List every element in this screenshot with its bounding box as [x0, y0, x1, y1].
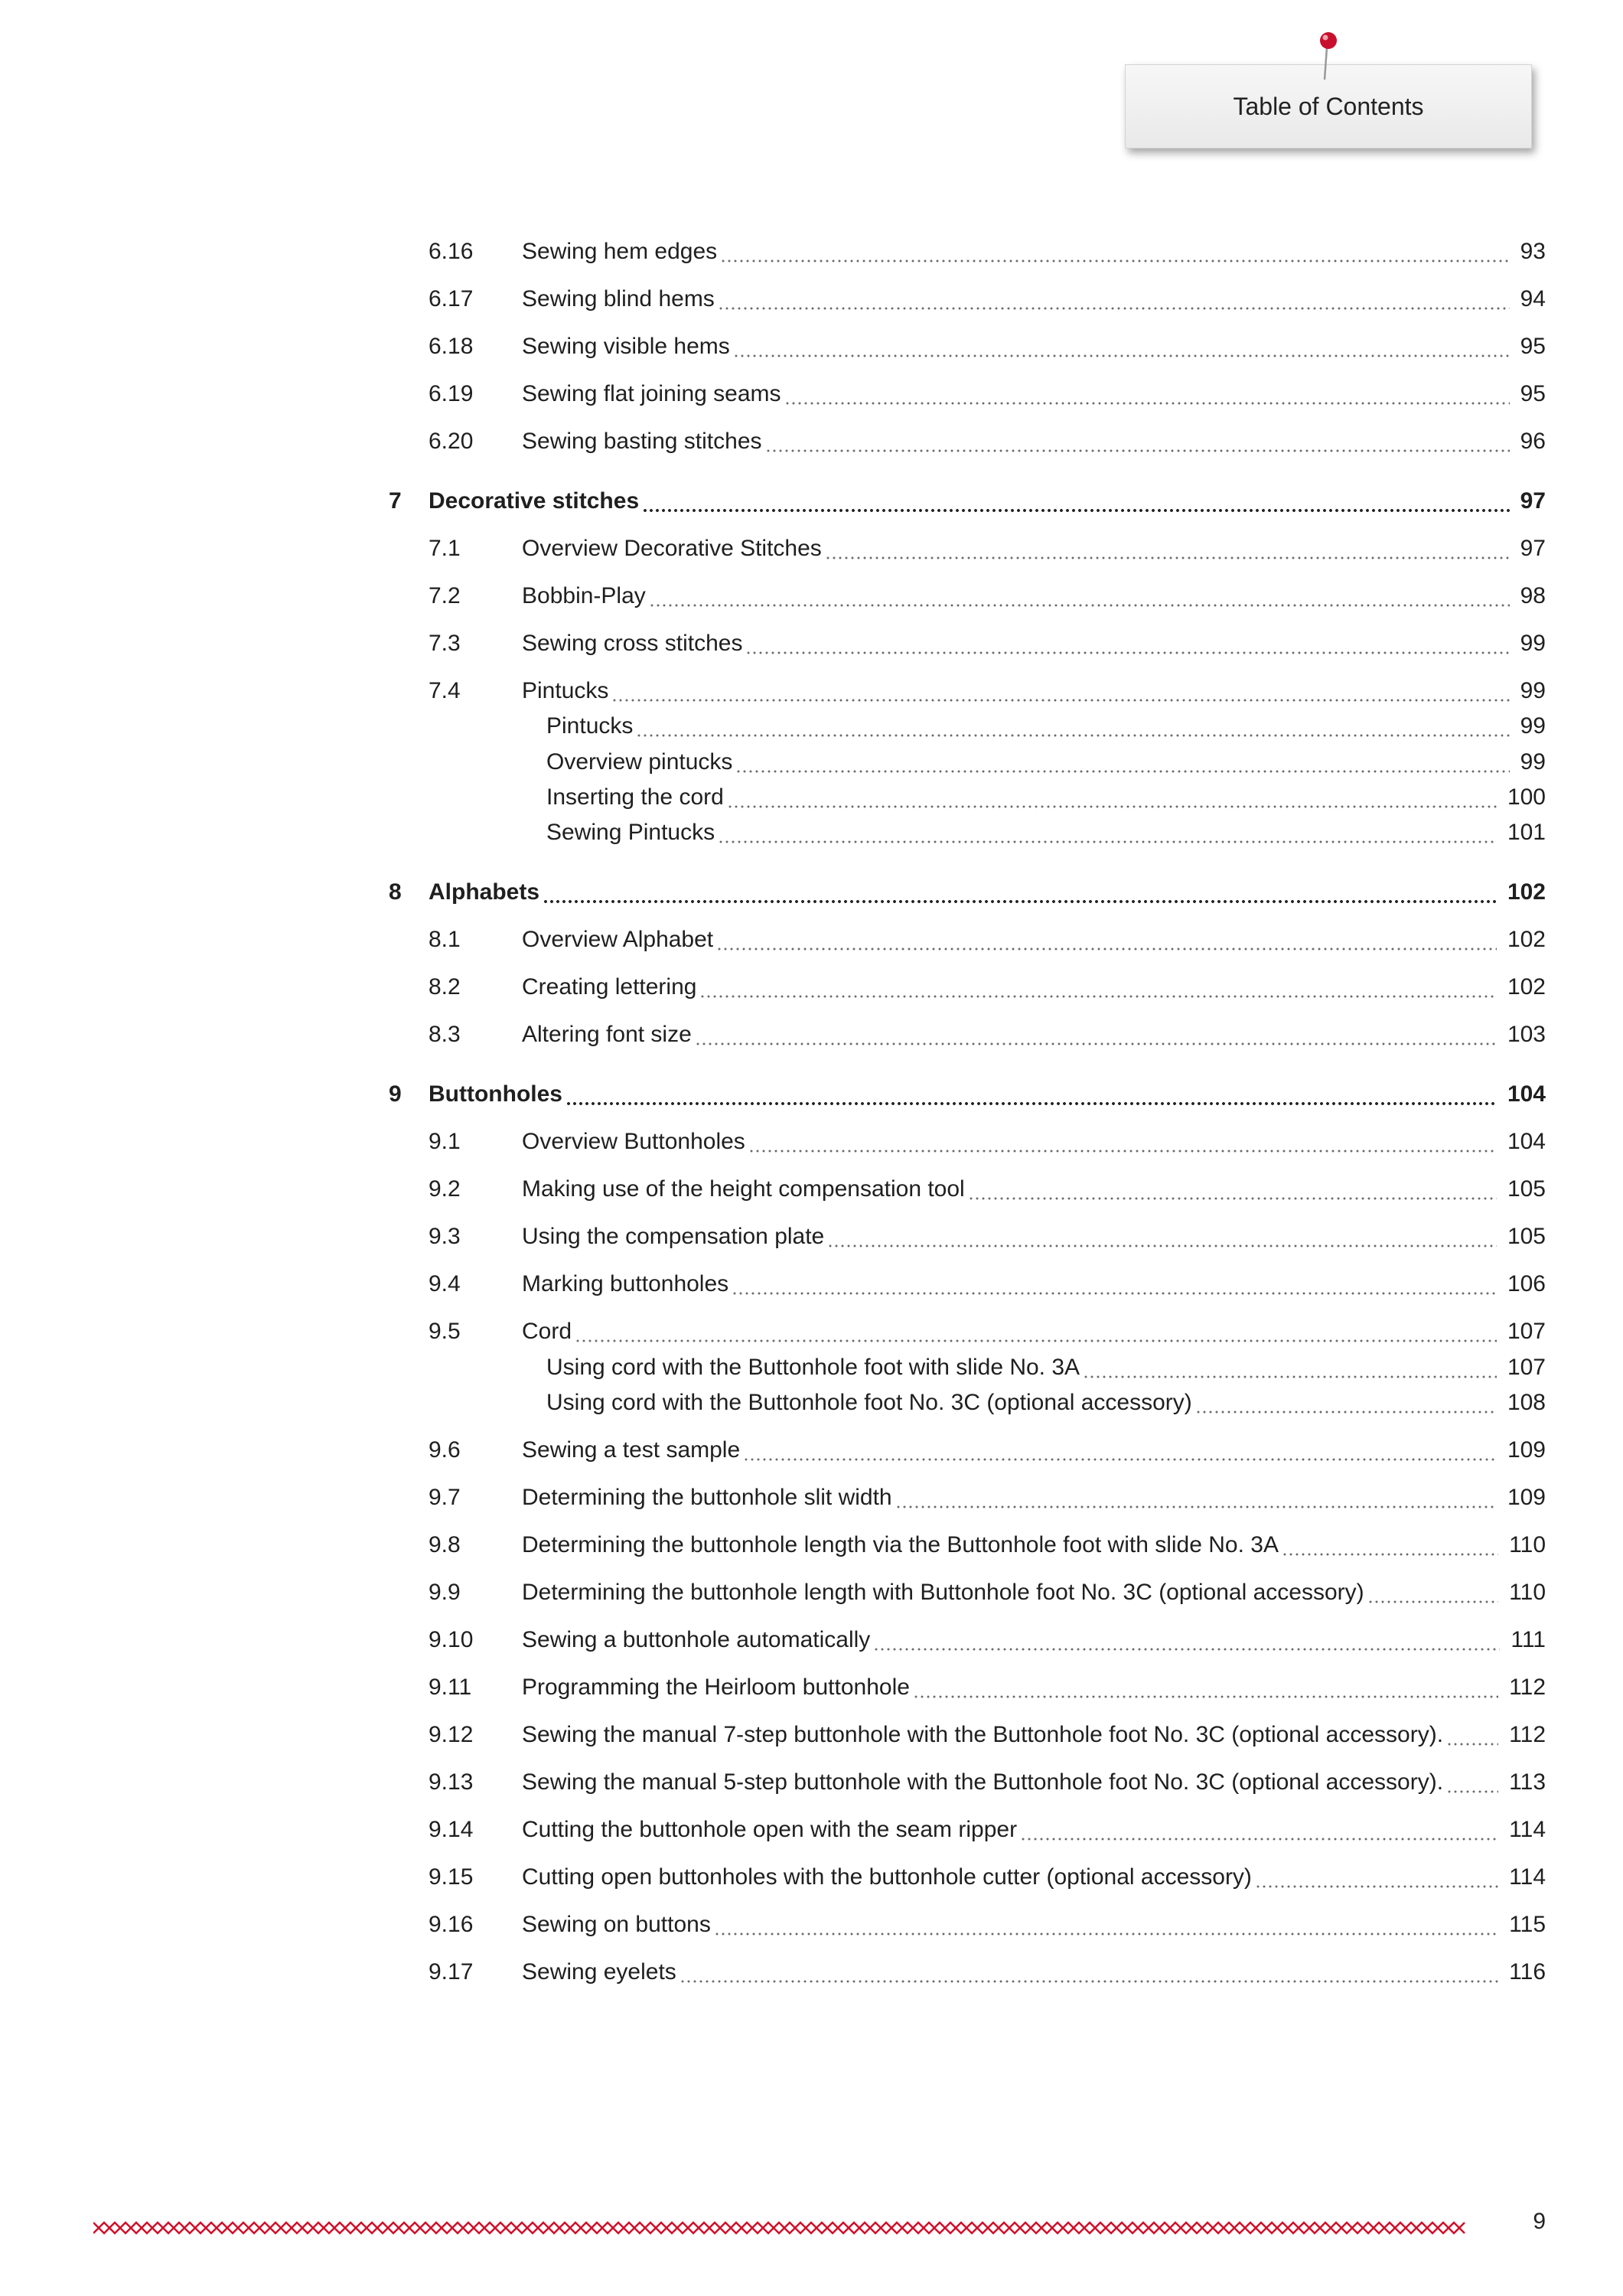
toc-section-row[interactable] — [0, 1765, 1623, 1800]
toc-entry-number: 8.3 — [429, 1022, 461, 1047]
stitch-decoration-icon — [93, 2219, 1471, 2236]
toc-entry-number: 9.3 — [429, 1224, 461, 1249]
toc-dot-leader — [743, 1433, 1497, 1468]
toc-entry-page: 116 — [1509, 1959, 1546, 1985]
toc-dot-leader — [575, 1314, 1497, 1349]
toc-entry-page: 105 — [1507, 1176, 1546, 1202]
toc-entry-page: 101 — [1507, 820, 1546, 845]
toc-entry-number: 6.17 — [429, 286, 474, 311]
toc-dot-leader — [733, 329, 1510, 364]
toc-entry-number: 7.1 — [429, 536, 461, 561]
toc-section-row[interactable] — [0, 970, 1623, 1005]
toc-entry-title: Sewing on buttons — [522, 1912, 711, 1937]
toc-section-row[interactable] — [0, 329, 1623, 364]
toc-dot-leader — [611, 673, 1510, 709]
toc-entry-page: 112 — [1509, 1722, 1546, 1747]
toc-entry-title: Sewing blind hems — [522, 286, 715, 311]
toc-dot-leader — [784, 377, 1510, 412]
toc-entry-page: 102 — [1507, 974, 1546, 1000]
toc-entry-page: 102 — [1507, 879, 1546, 905]
toc-dot-leader — [1367, 1575, 1498, 1610]
toc-entry-title: Alphabets — [429, 879, 540, 905]
toc-entry-number: 8.2 — [429, 974, 461, 1000]
toc-entry-page: 107 — [1507, 1355, 1546, 1380]
toc-entry-title: Sewing a test sample — [522, 1437, 741, 1463]
toc-entry-number: 9.4 — [429, 1271, 461, 1296]
toc-entry-title: Making use of the height compensation tool — [522, 1176, 965, 1202]
toc-entry-title: Overview Buttonholes — [522, 1129, 745, 1154]
toc-chapter-row[interactable] — [0, 484, 1623, 519]
toc-chapter-row[interactable] — [0, 875, 1623, 910]
toc-entry-title: Determining the buttonhole length with Buttonhole foot No. 3C (optional accessory) — [522, 1580, 1364, 1605]
toc-entry-page: 107 — [1507, 1319, 1546, 1344]
toc-section-row[interactable] — [0, 531, 1623, 566]
toc-section-row[interactable] — [0, 1219, 1623, 1254]
toc-section-row[interactable] — [0, 424, 1623, 459]
toc-dot-leader — [716, 922, 1497, 957]
toc-entry-page: 111 — [1511, 1627, 1546, 1652]
toc-entry-title: Buttonholes — [429, 1081, 562, 1107]
toc-entry-page: 103 — [1507, 1022, 1546, 1047]
toc-entry-page: 115 — [1509, 1912, 1546, 1937]
toc-entry-title: Overview Decorative Stitches — [522, 536, 822, 561]
toc-subentry-row[interactable] — [0, 815, 1623, 850]
toc-entry-number: 6.16 — [429, 239, 474, 264]
toc-entry-title: Using cord with the Buttonhole foot with slide No. 3A — [546, 1355, 1080, 1380]
toc-entry-number: 9.10 — [429, 1627, 474, 1652]
toc-entry-title: Decorative stitches — [429, 488, 640, 514]
toc-entry-page: 105 — [1507, 1224, 1546, 1249]
page-number: 9 — [1533, 2209, 1546, 2234]
toc-dot-leader — [1195, 1385, 1497, 1420]
toc-entry-page: 106 — [1507, 1271, 1546, 1296]
toc-entry-title: Cutting open buttonholes with the buttonhole cutter (optional accessory) — [522, 1864, 1252, 1890]
toc-entry-number: 9.6 — [429, 1437, 461, 1463]
toc-entry-number: 6.18 — [429, 334, 474, 359]
toc-entry-page: 95 — [1520, 334, 1546, 359]
toc-entry-title: Sewing hem edges — [522, 239, 718, 264]
toc-section-row[interactable] — [0, 1575, 1623, 1610]
toc-dot-leader — [720, 234, 1510, 269]
toc-subentry-row[interactable] — [0, 780, 1623, 815]
toc-entry-number: 9.12 — [429, 1722, 474, 1747]
toc-entry-title: Cord — [522, 1319, 572, 1344]
toc-dot-leader — [642, 484, 1510, 519]
toc-entry-number: 6.20 — [429, 429, 474, 454]
toc-dot-leader — [895, 1480, 1497, 1515]
toc-entry-page: 112 — [1509, 1675, 1546, 1700]
toc-entry-page: 100 — [1507, 784, 1546, 810]
toc-section-row[interactable] — [0, 1433, 1623, 1468]
toc-entry-title: Sewing the manual 7-step buttonhole with the Buttonhole foot No. 3C (optional accessory). — [522, 1722, 1444, 1747]
toc-section-row[interactable] — [0, 1528, 1623, 1563]
toc-entry-page: 108 — [1507, 1390, 1546, 1415]
toc-entry-page: 104 — [1507, 1081, 1546, 1107]
toc-dot-leader — [825, 531, 1510, 566]
toc-dot-leader — [968, 1172, 1497, 1207]
toc-entry-page: 99 — [1520, 713, 1546, 739]
toc-dot-leader — [695, 1017, 1497, 1052]
toc-entry-title: Overview Alphabet — [522, 927, 714, 952]
toc-section-row[interactable] — [0, 1267, 1623, 1302]
toc-dot-leader — [735, 745, 1510, 780]
toc-dot-leader — [1282, 1528, 1498, 1563]
toc-entry-title: Marking buttonholes — [522, 1271, 729, 1296]
toc-entry-page: 99 — [1520, 678, 1546, 703]
toc-subentry-row[interactable] — [0, 1385, 1623, 1420]
toc-subentry-row[interactable] — [0, 1350, 1623, 1385]
toc-entry-title: Inserting the cord — [546, 784, 724, 810]
toc-entry-title: Sewing visible hems — [522, 334, 730, 359]
toc-dot-leader — [714, 1907, 1498, 1942]
toc-section-row[interactable] — [0, 234, 1623, 269]
toc-entry-title: Sewing the manual 5-step buttonhole with the Buttonhole foot No. 3C (optional accessory). — [522, 1769, 1444, 1795]
toc-section-row[interactable] — [0, 626, 1623, 661]
toc-entry-title: Sewing cross stitches — [522, 631, 743, 656]
toc-entry-number: 7.2 — [429, 583, 461, 608]
toc-dot-leader — [913, 1670, 1498, 1705]
toc-dot-leader — [718, 815, 1497, 850]
toc-entry-title: Sewing a buttonhole automatically — [522, 1627, 871, 1652]
toc-section-row[interactable] — [0, 1717, 1623, 1753]
toc-dot-leader — [727, 780, 1497, 815]
toc-dot-leader — [1083, 1350, 1497, 1385]
toc-section-row[interactable] — [0, 579, 1623, 614]
toc-entry-number: 7.4 — [429, 678, 461, 703]
toc-entry-page: 102 — [1507, 927, 1546, 952]
toc-dot-leader — [827, 1219, 1497, 1254]
toc-entry-title: Pintucks — [546, 713, 634, 739]
toc-section-row[interactable] — [0, 282, 1623, 317]
toc-entry-page: 109 — [1507, 1485, 1546, 1510]
toc-section-row[interactable] — [0, 1017, 1623, 1052]
toc-dot-leader — [543, 875, 1497, 910]
toc-section-row[interactable] — [0, 673, 1623, 709]
toc-dot-leader — [680, 1955, 1498, 1990]
toc-entry-page: 98 — [1520, 583, 1546, 608]
toc-entry-number: 8.1 — [429, 927, 461, 952]
toc-chapter-row[interactable] — [0, 1077, 1623, 1112]
toc-dot-leader — [1446, 1765, 1498, 1800]
toc-entry-number: 9.11 — [429, 1675, 472, 1700]
toc-section-row[interactable] — [0, 1314, 1623, 1349]
toc-entry-page: 97 — [1520, 488, 1546, 514]
toc-entry-title: Sewing flat joining seams — [522, 381, 781, 406]
toc-dot-leader — [748, 1124, 1497, 1159]
toc-entry-title: Pintucks — [522, 678, 609, 703]
toc-entry-number: 9.16 — [429, 1912, 474, 1937]
toc-entry-page: 114 — [1509, 1864, 1546, 1890]
toc-dot-leader — [1020, 1812, 1498, 1848]
toc-entry-title: Sewing basting stitches — [522, 429, 762, 454]
toc-entry-title: Determining the buttonhole length via the Buttonhole foot with slide No. 3A — [522, 1532, 1279, 1557]
toc-entry-title: Sewing Pintucks — [546, 820, 715, 845]
toc-entry-number: 9.1 — [429, 1129, 461, 1154]
toc-entry-title: Determining the buttonhole slit width — [522, 1485, 892, 1510]
toc-entry-number: 9.17 — [429, 1959, 474, 1985]
toc-entry-title: Using the compensation plate — [522, 1224, 825, 1249]
toc-entry-page: 96 — [1520, 429, 1546, 454]
toc-entry-number: 9.5 — [429, 1319, 461, 1344]
toc-entry-page: 99 — [1520, 631, 1546, 656]
toc-entry-page: 110 — [1509, 1580, 1546, 1605]
toc-entry-title: Programming the Heirloom buttonhole — [522, 1675, 910, 1700]
toc-section-row[interactable] — [0, 1480, 1623, 1515]
toc-dot-leader — [565, 1077, 1497, 1112]
toc-dot-leader — [1255, 1860, 1498, 1895]
toc-dot-leader — [745, 626, 1510, 661]
toc-section-row[interactable] — [0, 1623, 1623, 1658]
toc-entry-page: 104 — [1507, 1129, 1546, 1154]
toc-entry-page: 109 — [1507, 1437, 1546, 1463]
toc-section-row[interactable] — [0, 377, 1623, 412]
toc-entry-page: 93 — [1520, 239, 1546, 264]
toc-dot-leader — [732, 1267, 1497, 1302]
toc-entry-title: Bobbin-Play — [522, 583, 646, 608]
toc-entry-page: 110 — [1509, 1532, 1546, 1557]
toc-section-row[interactable] — [0, 1860, 1623, 1895]
toc-entry-title: Cutting the buttonhole open with the seam ripper — [522, 1817, 1018, 1842]
toc-entry-page: 113 — [1509, 1769, 1546, 1795]
toc-entry-number: 9.9 — [429, 1580, 461, 1605]
toc-entry-title: Altering font size — [522, 1022, 692, 1047]
toc-entry-number: 9.14 — [429, 1817, 474, 1842]
toc-entry-title: Creating lettering — [522, 974, 697, 1000]
toc-entry-page: 99 — [1520, 749, 1546, 775]
toc-section-row[interactable] — [0, 1907, 1623, 1942]
toc-subentry-row[interactable] — [0, 745, 1623, 780]
toc-section-row[interactable] — [0, 1812, 1623, 1848]
toc-entry-number: 8 — [389, 879, 402, 905]
toc-entry-page: 94 — [1520, 286, 1546, 311]
toc-dot-leader — [699, 970, 1497, 1005]
toc-section-row[interactable] — [0, 922, 1623, 957]
toc-entry-number: 9.15 — [429, 1864, 474, 1890]
toc-entry-title: Sewing eyelets — [522, 1959, 676, 1985]
toc-entry-number: 9.7 — [429, 1485, 461, 1510]
toc-entry-number: 9 — [389, 1081, 402, 1107]
toc-entry-number: 9.8 — [429, 1532, 461, 1557]
pushpin-icon — [1314, 28, 1341, 81]
toc-entry-page: 97 — [1520, 536, 1546, 561]
toc-dot-leader — [718, 282, 1510, 317]
toc-section-row[interactable] — [0, 1670, 1623, 1705]
toc-entry-title: Using cord with the Buttonhole foot No. 3C (optional accessory) — [546, 1390, 1192, 1415]
header-tab-label: Table of Contents — [1233, 92, 1424, 120]
toc-entry-number: 7 — [389, 488, 402, 514]
toc-entry-number: 7.3 — [429, 631, 461, 656]
toc-dot-leader — [873, 1623, 1500, 1658]
toc-section-row[interactable] — [0, 1172, 1623, 1207]
toc-dot-leader — [1446, 1717, 1498, 1753]
toc-entry-number: 9.13 — [429, 1769, 474, 1795]
toc-entry-page: 95 — [1520, 381, 1546, 406]
toc-dot-leader — [765, 424, 1510, 459]
toc-entry-title: Overview pintucks — [546, 749, 733, 775]
toc-section-row[interactable] — [0, 1955, 1623, 1990]
toc-dot-leader — [649, 579, 1510, 614]
toc-subentry-row[interactable] — [0, 709, 1623, 744]
toc-dot-leader — [636, 709, 1510, 744]
toc-entry-page: 114 — [1509, 1817, 1546, 1842]
toc-entry-number: 6.19 — [429, 381, 474, 406]
toc-entry-number: 9.2 — [429, 1176, 461, 1202]
toc-section-row[interactable] — [0, 1124, 1623, 1159]
